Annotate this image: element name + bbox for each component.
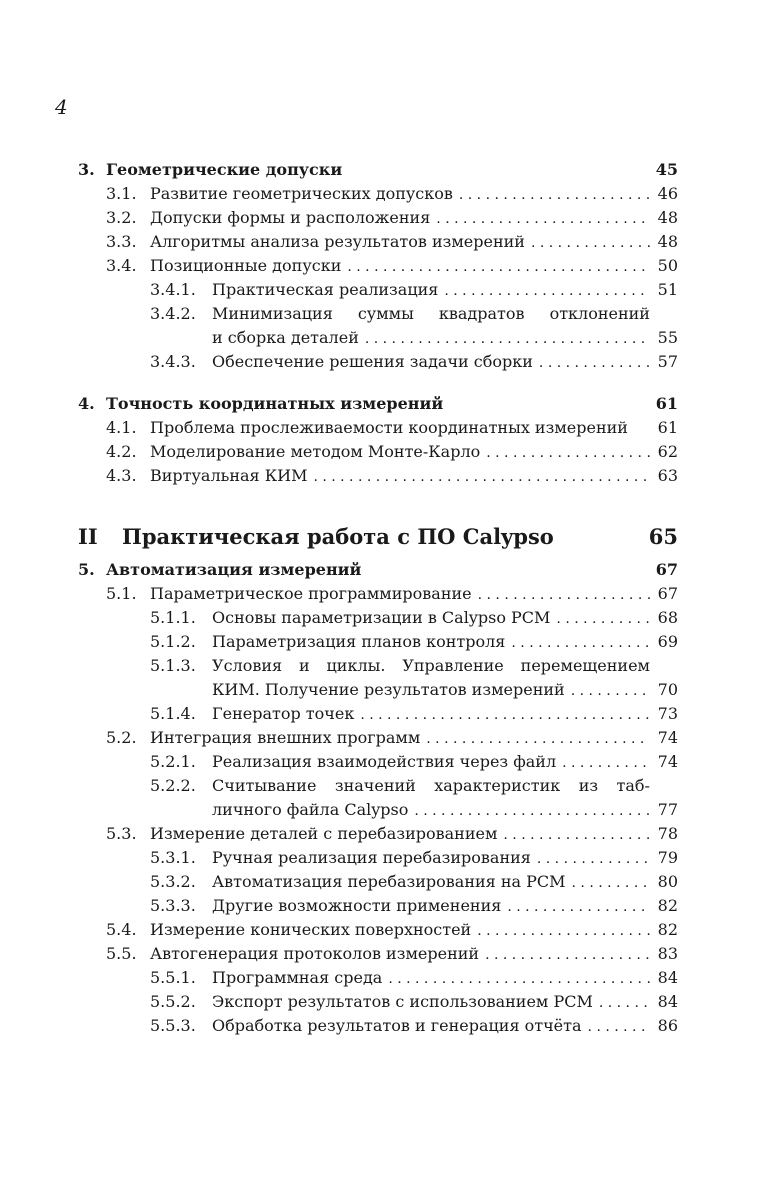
dot-leader [486, 441, 650, 465]
dot-leader [588, 1015, 650, 1039]
dot-leader [507, 895, 650, 919]
entry-number: 5.1.2. [150, 632, 196, 651]
entry-number: 5.2.2. [150, 776, 196, 795]
toc-entry-5-3-1[interactable] [78, 846, 678, 870]
entry-page: 70 [657, 680, 678, 699]
toc-entry-5-1[interactable] [78, 582, 678, 606]
entry-number: 3.4.3. [150, 352, 196, 371]
entry-title: Экспорт результатов с использованием PCM [212, 992, 593, 1011]
entry-page: 79 [657, 848, 678, 867]
entry-title: Интеграция внешних программ [150, 728, 421, 747]
toc-entry-3-4-3[interactable] [78, 350, 678, 374]
dot-leader [426, 727, 650, 751]
chapter-title: Точность координатных измерений [106, 394, 444, 413]
entry-title: Проблема прослеживаемости координатных измерений [150, 418, 628, 437]
toc-entry-4-2[interactable] [78, 440, 678, 464]
entry-number: 5.3.3. [150, 896, 196, 915]
entry-page: 80 [657, 872, 678, 891]
entry-title: Обеспечение решения задачи сборки [212, 352, 533, 371]
entry-title-line2: и сборка деталей [212, 328, 359, 347]
entry-page: 46 [657, 184, 678, 203]
entry-number: 5.5.1. [150, 968, 196, 987]
dot-leader [477, 919, 650, 943]
entry-number: 5.5.2. [150, 992, 196, 1011]
dot-leader [556, 607, 650, 631]
entry-number: 4.1. [106, 418, 137, 437]
entry-title: Измерение конических поверхностей [150, 920, 472, 939]
entry-title-line2: КИМ. Получение результатов измерений [212, 680, 565, 699]
toc-entry-3-1[interactable] [78, 182, 678, 206]
entry-title: Виртуальная КИМ [150, 466, 308, 485]
entry-page: 57 [657, 352, 678, 371]
entry-number: 5.2.1. [150, 752, 196, 771]
dot-leader [511, 631, 650, 655]
chapter-number: 5. [78, 560, 95, 579]
entry-number: 3.4. [106, 256, 137, 275]
entry-page: 68 [657, 608, 678, 627]
toc-entry-5-2-2[interactable] [78, 774, 678, 822]
dot-leader [347, 255, 650, 279]
entry-title: Ручная реализация перебазирования [212, 848, 531, 867]
entry-title: Основы параметризации в Calypso PCM [212, 608, 551, 627]
toc-entry-3-4[interactable] [78, 254, 678, 278]
toc-entry-5-1-1[interactable] [78, 606, 678, 630]
toc-entry-5-2-1[interactable] [78, 750, 678, 774]
entry-page: 55 [657, 328, 678, 347]
entry-page: 69 [657, 632, 678, 651]
page-number: 4 [55, 95, 68, 119]
toc-entry-5-1-2[interactable] [78, 630, 678, 654]
entry-page: 51 [657, 280, 678, 299]
toc-chapter-5[interactable] [78, 558, 678, 582]
toc-part-2[interactable] [78, 522, 678, 552]
chapter-page: 45 [655, 160, 678, 179]
entry-title: Обработка результатов и генерация отчёта [212, 1016, 582, 1035]
entry-title: Автоматизация перебазирования на PCM [212, 872, 566, 891]
entry-title: Развитие геометрических допусков [150, 184, 453, 203]
entry-page: 50 [657, 256, 678, 275]
entry-page: 84 [657, 992, 678, 1011]
dot-leader [478, 583, 650, 607]
entry-page: 82 [657, 920, 678, 939]
entry-page: 48 [657, 232, 678, 251]
toc-chapter-4[interactable] [78, 392, 678, 416]
entry-title-line2: личного файла Calypso [212, 800, 409, 819]
entry-number: 5.3.1. [150, 848, 196, 867]
chapter-page: 67 [655, 560, 678, 579]
entry-number: 5.1.1. [150, 608, 196, 627]
toc-entry-3-3[interactable] [78, 230, 678, 254]
entry-title-line1: Считывание значений характеристик из таб- [212, 776, 650, 795]
entry-title: Алгоритмы анализа результатов измерений [150, 232, 525, 251]
entry-page: 62 [657, 442, 678, 461]
entry-page: 84 [657, 968, 678, 987]
toc-entry-4-3[interactable] [78, 464, 678, 488]
dot-leader [599, 991, 650, 1015]
toc-entry-3-4-1[interactable] [78, 278, 678, 302]
entry-number: 3.1. [106, 184, 137, 203]
entry-page: 77 [657, 800, 678, 819]
dot-leader [459, 183, 650, 207]
entry-number: 3.4.1. [150, 280, 196, 299]
entry-number: 5.3.2. [150, 872, 196, 891]
part-title: Практическая работа с ПО Calypso [122, 524, 554, 549]
part-page: 65 [648, 524, 678, 549]
dot-leader [571, 679, 650, 703]
entry-title-line1: Условия и циклы. Управление перемещением [212, 656, 650, 675]
toc-entry-5-3-2[interactable] [78, 870, 678, 894]
dot-leader [572, 871, 650, 895]
table-of-contents [78, 158, 678, 1038]
entry-page: 78 [657, 824, 678, 843]
entry-title: Измерение деталей с перебазированием [150, 824, 498, 843]
entry-title: Позиционные допуски [150, 256, 342, 275]
toc-entry-5-5-2[interactable] [78, 990, 678, 1014]
entry-number: 5.2. [106, 728, 137, 747]
toc-entry-5-3[interactable] [78, 822, 678, 846]
entry-number: 5.3. [106, 824, 137, 843]
chapter-page: 61 [655, 394, 678, 413]
entry-number: 3.3. [106, 232, 137, 251]
entry-title: Автогенерация протоколов измерений [150, 944, 480, 963]
entry-number: 3.4.2. [150, 304, 196, 323]
entry-number: 5.4. [106, 920, 137, 939]
entry-title: Практическая реализация [212, 280, 439, 299]
entry-title: Генератор точек [212, 704, 355, 723]
entry-number: 5.1. [106, 584, 137, 603]
entry-number: 4.2. [106, 442, 137, 461]
toc-entry-4-1[interactable] [78, 416, 678, 440]
toc-entry-5-5[interactable] [78, 942, 678, 966]
entry-page: 82 [657, 896, 678, 915]
dot-leader [365, 327, 650, 351]
part-number: II [78, 524, 98, 549]
dot-leader [414, 799, 650, 823]
entry-page: 48 [657, 208, 678, 227]
dot-leader [485, 943, 650, 967]
chapter-title: Автоматизация измерений [106, 560, 362, 579]
dot-leader [503, 823, 650, 847]
entry-number: 5.5. [106, 944, 137, 963]
toc-entry-5-1-4[interactable] [78, 702, 678, 726]
entry-number: 5.1.4. [150, 704, 196, 723]
dot-leader [388, 967, 650, 991]
entry-title: Параметризация планов контроля [212, 632, 506, 651]
toc-entry-5-4[interactable] [78, 918, 678, 942]
entry-page: 86 [657, 1016, 678, 1035]
entry-title: Допуски формы и расположения [150, 208, 431, 227]
toc-entry-5-5-1[interactable] [78, 966, 678, 990]
entry-number: 3.2. [106, 208, 137, 227]
chapter-number: 4. [78, 394, 95, 413]
toc-entry-5-1-3[interactable] [78, 654, 678, 702]
entry-page: 83 [657, 944, 678, 963]
entry-title: Другие возможности применения [212, 896, 502, 915]
entry-number: 5.1.3. [150, 656, 196, 675]
dot-leader [537, 847, 650, 871]
toc-entry-3-4-2[interactable] [78, 302, 678, 350]
entry-number: 4.3. [106, 466, 137, 485]
entry-page: 61 [657, 418, 678, 437]
dot-leader [562, 751, 650, 775]
entry-number: 5.5.3. [150, 1016, 196, 1035]
dot-leader [539, 351, 650, 375]
dot-leader [436, 207, 650, 231]
toc-entry-5-5-3[interactable] [78, 1014, 678, 1038]
entry-title: Программная среда [212, 968, 383, 987]
toc-chapter-3[interactable] [78, 158, 678, 182]
entry-page: 74 [657, 752, 678, 771]
entry-page: 63 [657, 466, 678, 485]
entry-page: 73 [657, 704, 678, 723]
entry-title-line1: Минимизация суммы квадратов отклонений [212, 304, 650, 323]
entry-page: 74 [657, 728, 678, 747]
toc-entry-5-3-3[interactable] [78, 894, 678, 918]
dot-leader [360, 703, 650, 727]
dot-leader [531, 231, 650, 255]
entry-title: Моделирование методом Монте-Карло [150, 442, 481, 461]
dot-leader [313, 465, 650, 489]
toc-entry-5-2[interactable] [78, 726, 678, 750]
entry-page: 67 [657, 584, 678, 603]
entry-title: Параметрическое программирование [150, 584, 472, 603]
toc-entry-3-2[interactable] [78, 206, 678, 230]
entry-title: Реализация взаимодействия через файл [212, 752, 557, 771]
chapter-number: 3. [78, 160, 95, 179]
dot-leader [444, 279, 650, 303]
chapter-title: Геометрические допуски [106, 160, 343, 179]
